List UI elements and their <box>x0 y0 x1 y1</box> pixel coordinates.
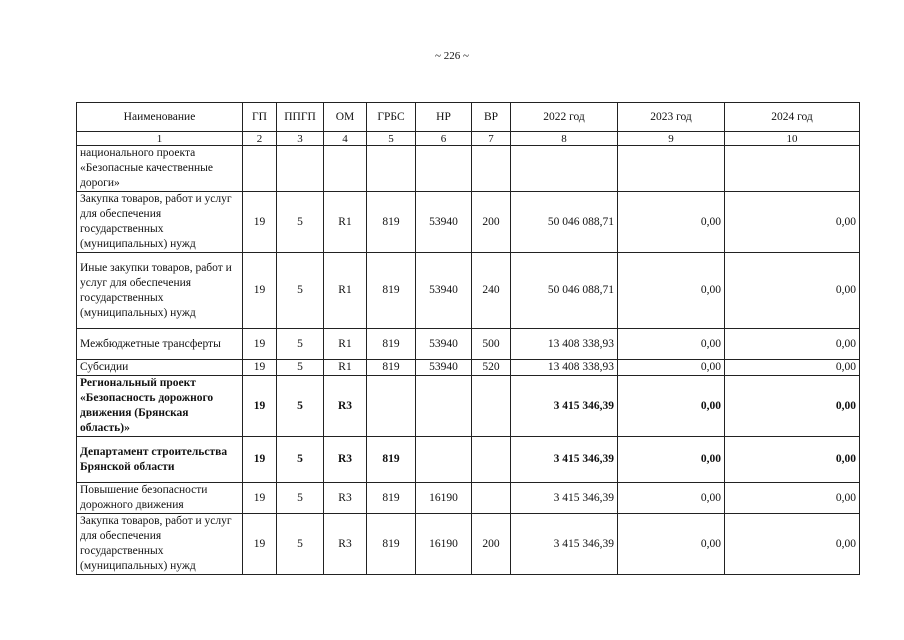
row-grbs: 819 <box>367 329 416 360</box>
table-row <box>77 253 860 329</box>
row-nr <box>416 437 472 483</box>
row-nr: 53940 <box>416 192 472 253</box>
row-gp: 19 <box>243 376 277 437</box>
row-2024: 0,00 <box>725 514 860 575</box>
row-ppgp: 5 <box>277 514 324 575</box>
header-row <box>77 103 860 132</box>
row-ppgp: 5 <box>277 329 324 360</box>
header-name: Наименование <box>77 103 243 132</box>
header-grbs: ГРБС <box>367 103 416 132</box>
column-number: 1 <box>77 132 243 146</box>
row-2023: 0,00 <box>618 376 725 437</box>
row-ppgp: 5 <box>277 253 324 329</box>
row-name: Межбюджетные трансферты <box>77 329 243 360</box>
column-number: 6 <box>416 132 472 146</box>
row-2024: 0,00 <box>725 376 860 437</box>
row-vr <box>472 376 511 437</box>
row-gp: 19 <box>243 437 277 483</box>
row-name: Иные закупки товаров, работ и услуг для обеспечения государственных (муниципальных) нужд <box>77 253 243 329</box>
row-nr <box>416 376 472 437</box>
row-grbs <box>367 146 416 192</box>
column-number: 3 <box>277 132 324 146</box>
column-number: 10 <box>725 132 860 146</box>
row-gp: 19 <box>243 514 277 575</box>
header-gp: ГП <box>243 103 277 132</box>
row-2024: 0,00 <box>725 437 860 483</box>
row-2022: 13 408 338,93 <box>511 360 618 376</box>
row-2024: 0,00 <box>725 483 860 514</box>
header-om: ОМ <box>324 103 367 132</box>
row-2023: 0,00 <box>618 360 725 376</box>
row-vr: 200 <box>472 192 511 253</box>
row-nr <box>416 146 472 192</box>
column-number: 2 <box>243 132 277 146</box>
row-vr: 500 <box>472 329 511 360</box>
header-2024: 2024 год <box>725 103 860 132</box>
row-name: Субсидии <box>77 360 243 376</box>
row-name: Департамент строительства Брянской области <box>77 437 243 483</box>
header-ppgp: ППГП <box>277 103 324 132</box>
column-number-row <box>77 132 860 146</box>
row-2024: 0,00 <box>725 192 860 253</box>
row-vr <box>472 437 511 483</box>
row-gp: 19 <box>243 360 277 376</box>
row-nr: 16190 <box>416 483 472 514</box>
row-name: Закупка товаров, работ и услуг для обеспечения государственных (муниципальных) нужд <box>77 192 243 253</box>
row-nr: 53940 <box>416 329 472 360</box>
budget-table <box>76 102 860 575</box>
table-row <box>77 329 860 360</box>
row-vr <box>472 146 511 192</box>
column-number: 4 <box>324 132 367 146</box>
row-gp <box>243 146 277 192</box>
row-gp: 19 <box>243 253 277 329</box>
row-grbs <box>367 376 416 437</box>
row-gp: 19 <box>243 483 277 514</box>
row-2023: 0,00 <box>618 514 725 575</box>
column-number: 5 <box>367 132 416 146</box>
row-2022: 50 046 088,71 <box>511 192 618 253</box>
column-number: 8 <box>511 132 618 146</box>
table-row <box>77 360 860 376</box>
row-vr <box>472 483 511 514</box>
row-2023: 0,00 <box>618 253 725 329</box>
column-number: 9 <box>618 132 725 146</box>
row-om: R3 <box>324 437 367 483</box>
row-name: Повышение безопасности дорожного движения <box>77 483 243 514</box>
table-row <box>77 376 860 437</box>
row-grbs: 819 <box>367 192 416 253</box>
row-2024: 0,00 <box>725 360 860 376</box>
row-name: Закупка товаров, работ и услуг для обеспечения государственных (муниципальных) нужд <box>77 514 243 575</box>
row-gp: 19 <box>243 192 277 253</box>
row-2024: 0,00 <box>725 253 860 329</box>
row-2022: 3 415 346,39 <box>511 437 618 483</box>
row-2024: 0,00 <box>725 329 860 360</box>
column-number: 7 <box>472 132 511 146</box>
row-nr: 16190 <box>416 514 472 575</box>
row-om: R1 <box>324 360 367 376</box>
table-row <box>77 192 860 253</box>
row-om: R1 <box>324 253 367 329</box>
row-grbs: 819 <box>367 360 416 376</box>
row-om: R1 <box>324 329 367 360</box>
row-ppgp: 5 <box>277 483 324 514</box>
row-2022: 13 408 338,93 <box>511 329 618 360</box>
row-vr: 240 <box>472 253 511 329</box>
row-2022 <box>511 146 618 192</box>
row-ppgp: 5 <box>277 192 324 253</box>
row-ppgp: 5 <box>277 437 324 483</box>
row-2023: 0,00 <box>618 329 725 360</box>
header-2022: 2022 год <box>511 103 618 132</box>
row-ppgp <box>277 146 324 192</box>
row-2022: 3 415 346,39 <box>511 483 618 514</box>
row-2022: 3 415 346,39 <box>511 514 618 575</box>
page-number: ~ 226 ~ <box>435 50 469 62</box>
row-2023: 0,00 <box>618 483 725 514</box>
row-2022: 3 415 346,39 <box>511 376 618 437</box>
table-row <box>77 514 860 575</box>
row-om: R3 <box>324 483 367 514</box>
row-2022: 50 046 088,71 <box>511 253 618 329</box>
row-ppgp: 5 <box>277 360 324 376</box>
header-2023: 2023 год <box>618 103 725 132</box>
row-om: R3 <box>324 376 367 437</box>
row-name: национального проекта «Безопасные качественные дороги» <box>77 146 243 192</box>
row-grbs: 819 <box>367 437 416 483</box>
row-2023: 0,00 <box>618 192 725 253</box>
row-vr: 200 <box>472 514 511 575</box>
row-name: Региональный проект «Безопасность дорожного движения (Брянская область)» <box>77 376 243 437</box>
row-nr: 53940 <box>416 360 472 376</box>
row-vr: 520 <box>472 360 511 376</box>
row-2023: 0,00 <box>618 437 725 483</box>
row-nr: 53940 <box>416 253 472 329</box>
table-row <box>77 483 860 514</box>
row-ppgp: 5 <box>277 376 324 437</box>
row-om: R1 <box>324 192 367 253</box>
row-grbs: 819 <box>367 253 416 329</box>
row-2024 <box>725 146 860 192</box>
table-row <box>77 437 860 483</box>
row-om: R3 <box>324 514 367 575</box>
header-nr: НР <box>416 103 472 132</box>
row-om <box>324 146 367 192</box>
row-grbs: 819 <box>367 514 416 575</box>
table-row <box>77 146 860 192</box>
row-gp: 19 <box>243 329 277 360</box>
row-grbs: 819 <box>367 483 416 514</box>
row-2023 <box>618 146 725 192</box>
header-vr: ВР <box>472 103 511 132</box>
